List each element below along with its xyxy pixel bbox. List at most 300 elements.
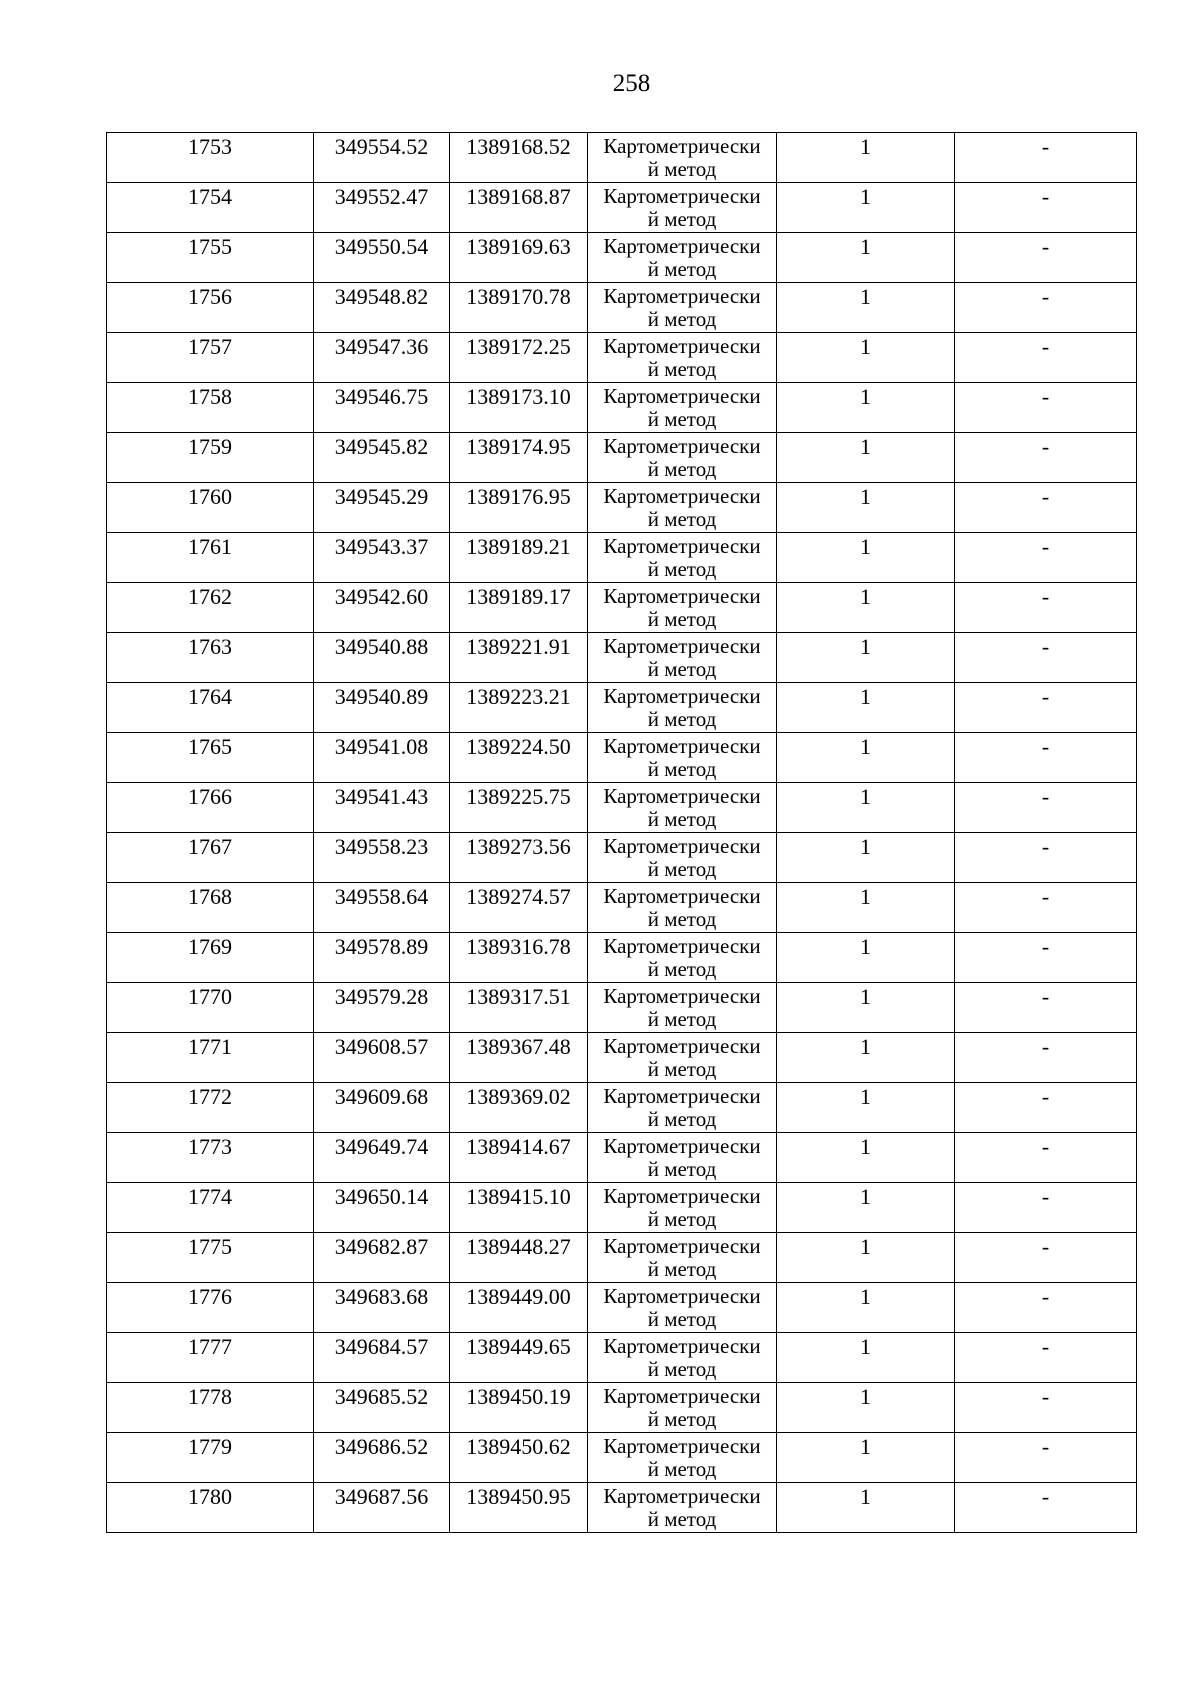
method-cell xyxy=(588,333,777,383)
y-coordinate-value: 1389168.87 xyxy=(466,184,571,209)
point-number-value: 1755 xyxy=(188,234,232,259)
method-text-line2: й метод xyxy=(647,607,717,631)
x-coordinate-cell xyxy=(314,783,450,833)
y-coordinate-cell xyxy=(450,133,588,183)
note-value: - xyxy=(1041,684,1050,709)
y-coordinate-cell xyxy=(450,1383,588,1433)
accuracy-cell xyxy=(777,1333,955,1383)
y-coordinate-value: 1389414.67 xyxy=(466,1134,571,1159)
method-text-line1: Картометрически xyxy=(603,484,761,508)
x-coordinate-value: 349545.29 xyxy=(334,484,429,509)
accuracy-cell xyxy=(777,733,955,783)
y-coordinate-cell xyxy=(450,433,588,483)
x-coordinate-value: 349579.28 xyxy=(334,984,429,1009)
y-coordinate-value: 1389189.21 xyxy=(466,534,571,559)
accuracy-cell xyxy=(777,933,955,983)
accuracy-value: 1 xyxy=(860,734,871,759)
x-coordinate-value: 349552.47 xyxy=(334,184,429,209)
note-cell xyxy=(955,633,1137,683)
method-text-line2: й метод xyxy=(647,157,717,181)
method-cell xyxy=(588,1033,777,1083)
y-coordinate-value: 1389415.10 xyxy=(466,1184,571,1209)
point-number-cell xyxy=(107,533,314,583)
y-coordinate-cell xyxy=(450,833,588,883)
y-coordinate-value: 1389367.48 xyxy=(466,1034,571,1059)
note-cell xyxy=(955,1433,1137,1483)
accuracy-cell xyxy=(777,483,955,533)
point-number-cell xyxy=(107,1383,314,1433)
method-text-line2: й метод xyxy=(647,207,717,231)
method-text-line1: Картометрически xyxy=(603,134,761,158)
note-cell xyxy=(955,1033,1137,1083)
x-coordinate-cell xyxy=(314,1033,450,1083)
x-coordinate-cell xyxy=(314,233,450,283)
table-row xyxy=(107,733,1137,783)
page-number: 258 xyxy=(612,70,651,97)
point-number-cell xyxy=(107,933,314,983)
point-number-value: 1761 xyxy=(188,534,232,559)
point-number-cell xyxy=(107,1283,314,1333)
note-cell xyxy=(955,933,1137,983)
point-number-cell xyxy=(107,1483,314,1533)
method-text-line1: Картометрически xyxy=(603,1484,761,1508)
x-coordinate-cell xyxy=(314,133,450,183)
x-coordinate-cell xyxy=(314,533,450,583)
method-text-line2: й метод xyxy=(647,307,717,331)
x-coordinate-value: 349547.36 xyxy=(334,334,429,359)
point-number-value: 1780 xyxy=(188,1484,232,1509)
method-cell xyxy=(588,1183,777,1233)
method-text-line1: Картометрически xyxy=(603,434,761,458)
x-coordinate-value: 349558.23 xyxy=(334,834,429,859)
accuracy-cell xyxy=(777,333,955,383)
method-cell xyxy=(588,883,777,933)
table-row xyxy=(107,883,1137,933)
x-coordinate-value: 349684.57 xyxy=(334,1334,429,1359)
accuracy-cell xyxy=(777,583,955,633)
x-coordinate-cell xyxy=(314,633,450,683)
y-coordinate-value: 1389168.52 xyxy=(466,134,571,159)
y-coordinate-value: 1389317.51 xyxy=(466,984,571,1009)
table-row xyxy=(107,383,1137,433)
table-row xyxy=(107,233,1137,283)
y-coordinate-cell xyxy=(450,283,588,333)
method-text-line2: й метод xyxy=(647,1257,717,1281)
table-row xyxy=(107,1083,1137,1133)
note-cell xyxy=(955,683,1137,733)
table-row xyxy=(107,633,1137,683)
table-row xyxy=(107,1383,1137,1433)
note-cell xyxy=(955,733,1137,783)
accuracy-value: 1 xyxy=(860,1184,871,1209)
method-text-line2: й метод xyxy=(647,1007,717,1031)
accuracy-cell xyxy=(777,983,955,1033)
point-number-value: 1753 xyxy=(188,134,232,159)
method-text-line1: Картометрически xyxy=(603,1334,761,1358)
method-text-line2: й метод xyxy=(647,807,717,831)
accuracy-cell xyxy=(777,1083,955,1133)
table-row xyxy=(107,433,1137,483)
y-coordinate-cell xyxy=(450,333,588,383)
accuracy-value: 1 xyxy=(860,584,871,609)
y-coordinate-value: 1389221.91 xyxy=(466,634,571,659)
note-cell xyxy=(955,883,1137,933)
method-cell xyxy=(588,983,777,1033)
x-coordinate-value: 349609.68 xyxy=(334,1084,429,1109)
method-text-line2: й метод xyxy=(647,857,717,881)
accuracy-cell xyxy=(777,1433,955,1483)
accuracy-cell xyxy=(777,283,955,333)
note-cell xyxy=(955,1383,1137,1433)
table-row xyxy=(107,1333,1137,1383)
point-number-cell xyxy=(107,233,314,283)
note-cell xyxy=(955,1133,1137,1183)
accuracy-value: 1 xyxy=(860,184,871,209)
method-cell xyxy=(588,483,777,533)
x-coordinate-value: 349548.82 xyxy=(334,284,429,309)
method-text-line2: й метод xyxy=(647,257,717,281)
accuracy-cell xyxy=(777,633,955,683)
method-cell xyxy=(588,1333,777,1383)
method-cell xyxy=(588,933,777,983)
x-coordinate-cell xyxy=(314,933,450,983)
point-number-value: 1756 xyxy=(188,284,232,309)
method-text-line2: й метод xyxy=(647,957,717,981)
x-coordinate-cell xyxy=(314,1433,450,1483)
method-cell xyxy=(588,1433,777,1483)
point-number-value: 1768 xyxy=(188,884,232,909)
accuracy-value: 1 xyxy=(860,1434,871,1459)
y-coordinate-cell xyxy=(450,1183,588,1233)
point-number-cell xyxy=(107,1433,314,1483)
point-number-cell xyxy=(107,833,314,883)
y-coordinate-value: 1389223.21 xyxy=(466,684,571,709)
note-value: - xyxy=(1041,1234,1050,1259)
accuracy-cell xyxy=(777,383,955,433)
y-coordinate-value: 1389449.65 xyxy=(466,1334,571,1359)
point-number-cell xyxy=(107,783,314,833)
note-value: - xyxy=(1041,1084,1050,1109)
table-row xyxy=(107,1283,1137,1333)
table-row xyxy=(107,1483,1137,1533)
table-row xyxy=(107,333,1137,383)
note-cell xyxy=(955,183,1137,233)
note-value: - xyxy=(1041,134,1050,159)
note-cell xyxy=(955,333,1137,383)
accuracy-cell xyxy=(777,1483,955,1533)
accuracy-value: 1 xyxy=(860,334,871,359)
table-row xyxy=(107,833,1137,883)
note-cell xyxy=(955,283,1137,333)
table-row xyxy=(107,1233,1137,1283)
method-text-line2: й метод xyxy=(647,707,717,731)
method-cell xyxy=(588,733,777,783)
method-cell xyxy=(588,433,777,483)
accuracy-cell xyxy=(777,233,955,283)
point-number-value: 1776 xyxy=(188,1284,232,1309)
note-cell xyxy=(955,1333,1137,1383)
method-text-line1: Картометрически xyxy=(603,1384,761,1408)
accuracy-cell xyxy=(777,1033,955,1083)
table-row xyxy=(107,133,1137,183)
point-number-cell xyxy=(107,633,314,683)
x-coordinate-cell xyxy=(314,883,450,933)
method-text-line2: й метод xyxy=(647,1207,717,1231)
y-coordinate-cell xyxy=(450,1333,588,1383)
x-coordinate-cell xyxy=(314,333,450,383)
table-row xyxy=(107,1433,1137,1483)
accuracy-value: 1 xyxy=(860,684,871,709)
y-coordinate-value: 1389176.95 xyxy=(466,484,571,509)
point-number-cell xyxy=(107,1083,314,1133)
point-number-value: 1774 xyxy=(188,1184,232,1209)
y-coordinate-cell xyxy=(450,733,588,783)
method-text-line2: й метод xyxy=(647,1407,717,1431)
method-text-line2: й метод xyxy=(647,1157,717,1181)
method-text-line1: Картометрически xyxy=(603,934,761,958)
y-coordinate-value: 1389369.02 xyxy=(466,1084,571,1109)
x-coordinate-cell xyxy=(314,1383,450,1433)
x-coordinate-value: 349608.57 xyxy=(334,1034,429,1059)
accuracy-cell xyxy=(777,183,955,233)
y-coordinate-cell xyxy=(450,1433,588,1483)
point-number-cell xyxy=(107,683,314,733)
y-coordinate-value: 1389225.75 xyxy=(466,784,571,809)
coordinates-table xyxy=(106,132,1137,1533)
x-coordinate-value: 349546.75 xyxy=(334,384,429,409)
point-number-cell xyxy=(107,133,314,183)
note-cell xyxy=(955,1283,1137,1333)
point-number-value: 1764 xyxy=(188,684,232,709)
note-cell xyxy=(955,233,1137,283)
method-text-line2: й метод xyxy=(647,557,717,581)
method-text-line2: й метод xyxy=(647,1357,717,1381)
accuracy-value: 1 xyxy=(860,234,871,259)
table-row xyxy=(107,683,1137,733)
method-text-line2: й метод xyxy=(647,457,717,481)
point-number-value: 1772 xyxy=(188,1084,232,1109)
point-number-cell xyxy=(107,1333,314,1383)
note-value: - xyxy=(1041,584,1050,609)
note-cell xyxy=(955,783,1137,833)
point-number-cell xyxy=(107,183,314,233)
table-row xyxy=(107,183,1137,233)
method-cell xyxy=(588,1133,777,1183)
x-coordinate-value: 349558.64 xyxy=(334,884,429,909)
method-text-line2: й метод xyxy=(647,1507,717,1531)
note-value: - xyxy=(1041,1134,1050,1159)
table-row xyxy=(107,283,1137,333)
point-number-value: 1754 xyxy=(188,184,232,209)
note-cell xyxy=(955,833,1137,883)
note-value: - xyxy=(1041,1484,1050,1509)
x-coordinate-value: 349545.82 xyxy=(334,434,429,459)
y-coordinate-cell xyxy=(450,1233,588,1283)
y-coordinate-cell xyxy=(450,1283,588,1333)
method-text-line1: Картометрически xyxy=(603,1184,761,1208)
x-coordinate-value: 349550.54 xyxy=(334,234,429,259)
method-cell xyxy=(588,683,777,733)
method-text-line2: й метод xyxy=(647,407,717,431)
note-value: - xyxy=(1041,634,1050,659)
point-number-value: 1763 xyxy=(188,634,232,659)
note-cell xyxy=(955,483,1137,533)
method-text-line2: й метод xyxy=(647,357,717,381)
method-cell xyxy=(588,283,777,333)
x-coordinate-value: 349541.08 xyxy=(334,734,429,759)
table-row xyxy=(107,1033,1137,1083)
note-value: - xyxy=(1041,234,1050,259)
method-text-line1: Картометрически xyxy=(603,384,761,408)
point-number-cell xyxy=(107,1233,314,1283)
note-value: - xyxy=(1041,784,1050,809)
point-number-value: 1777 xyxy=(188,1334,232,1359)
table-row xyxy=(107,783,1137,833)
method-text-line1: Картометрически xyxy=(603,284,761,308)
accuracy-value: 1 xyxy=(860,1134,871,1159)
point-number-cell xyxy=(107,383,314,433)
method-cell xyxy=(588,783,777,833)
method-text-line1: Картометрически xyxy=(603,734,761,758)
y-coordinate-value: 1389448.27 xyxy=(466,1234,571,1259)
y-coordinate-cell xyxy=(450,683,588,733)
method-text-line2: й метод xyxy=(647,757,717,781)
method-text-line1: Картометрически xyxy=(603,184,761,208)
x-coordinate-cell xyxy=(314,1483,450,1533)
note-value: - xyxy=(1041,334,1050,359)
x-coordinate-cell xyxy=(314,1083,450,1133)
method-text-line1: Картометрически xyxy=(603,634,761,658)
accuracy-cell xyxy=(777,133,955,183)
method-text-line1: Картометрически xyxy=(603,1434,761,1458)
method-text-line1: Картометрически xyxy=(603,684,761,708)
method-text-line1: Картометрически xyxy=(603,534,761,558)
method-text-line1: Картометрически xyxy=(603,1034,761,1058)
table-row xyxy=(107,533,1137,583)
method-text-line1: Картометрически xyxy=(603,884,761,908)
method-cell xyxy=(588,233,777,283)
point-number-value: 1778 xyxy=(188,1384,232,1409)
x-coordinate-cell xyxy=(314,183,450,233)
accuracy-value: 1 xyxy=(860,784,871,809)
point-number-value: 1766 xyxy=(188,784,232,809)
note-value: - xyxy=(1041,384,1050,409)
method-cell xyxy=(588,533,777,583)
x-coordinate-value: 349554.52 xyxy=(334,134,429,159)
accuracy-value: 1 xyxy=(860,134,871,159)
method-text-line2: й метод xyxy=(647,1057,717,1081)
accuracy-cell xyxy=(777,1283,955,1333)
point-number-cell xyxy=(107,883,314,933)
accuracy-value: 1 xyxy=(860,1034,871,1059)
y-coordinate-cell xyxy=(450,383,588,433)
accuracy-cell xyxy=(777,1233,955,1283)
accuracy-cell xyxy=(777,1183,955,1233)
note-value: - xyxy=(1041,834,1050,859)
x-coordinate-cell xyxy=(314,1133,450,1183)
x-coordinate-value: 349687.56 xyxy=(334,1484,429,1509)
point-number-cell xyxy=(107,333,314,383)
x-coordinate-cell xyxy=(314,683,450,733)
accuracy-cell xyxy=(777,433,955,483)
method-text-line2: й метод xyxy=(647,1107,717,1131)
y-coordinate-cell xyxy=(450,1133,588,1183)
accuracy-cell xyxy=(777,833,955,883)
y-coordinate-value: 1389173.10 xyxy=(466,384,571,409)
note-value: - xyxy=(1041,734,1050,759)
x-coordinate-value: 349686.52 xyxy=(334,1434,429,1459)
y-coordinate-cell xyxy=(450,533,588,583)
point-number-value: 1757 xyxy=(188,334,232,359)
x-coordinate-cell xyxy=(314,433,450,483)
accuracy-value: 1 xyxy=(860,884,871,909)
accuracy-value: 1 xyxy=(860,534,871,559)
note-value: - xyxy=(1041,284,1050,309)
y-coordinate-cell xyxy=(450,1083,588,1133)
method-cell xyxy=(588,1083,777,1133)
point-number-value: 1765 xyxy=(188,734,232,759)
table-row xyxy=(107,483,1137,533)
x-coordinate-cell xyxy=(314,983,450,1033)
y-coordinate-value: 1389224.50 xyxy=(466,734,571,759)
method-cell xyxy=(588,833,777,883)
y-coordinate-value: 1389174.95 xyxy=(466,434,571,459)
y-coordinate-cell xyxy=(450,1033,588,1083)
y-coordinate-cell xyxy=(450,483,588,533)
method-text-line2: й метод xyxy=(647,507,717,531)
note-cell xyxy=(955,533,1137,583)
accuracy-value: 1 xyxy=(860,1384,871,1409)
method-text-line1: Картометрически xyxy=(603,984,761,1008)
method-cell xyxy=(588,1483,777,1533)
point-number-value: 1762 xyxy=(188,584,232,609)
point-number-cell xyxy=(107,483,314,533)
point-number-cell xyxy=(107,283,314,333)
point-number-cell xyxy=(107,733,314,783)
y-coordinate-value: 1389450.62 xyxy=(466,1434,571,1459)
method-cell xyxy=(588,583,777,633)
note-value: - xyxy=(1041,534,1050,559)
point-number-cell xyxy=(107,1183,314,1233)
method-cell xyxy=(588,1283,777,1333)
y-coordinate-value: 1389450.19 xyxy=(466,1384,571,1409)
accuracy-cell xyxy=(777,783,955,833)
accuracy-value: 1 xyxy=(860,284,871,309)
note-value: - xyxy=(1041,1284,1050,1309)
method-cell xyxy=(588,133,777,183)
y-coordinate-value: 1389170.78 xyxy=(466,284,571,309)
accuracy-value: 1 xyxy=(860,384,871,409)
method-cell xyxy=(588,383,777,433)
x-coordinate-cell xyxy=(314,283,450,333)
method-text-line1: Картометрически xyxy=(603,834,761,858)
accuracy-value: 1 xyxy=(860,1284,871,1309)
x-coordinate-cell xyxy=(314,1183,450,1233)
accuracy-cell xyxy=(777,533,955,583)
x-coordinate-cell xyxy=(314,583,450,633)
accuracy-cell xyxy=(777,683,955,733)
accuracy-value: 1 xyxy=(860,434,871,459)
note-cell xyxy=(955,983,1137,1033)
note-value: - xyxy=(1041,184,1050,209)
note-value: - xyxy=(1041,1434,1050,1459)
note-value: - xyxy=(1041,484,1050,509)
note-value: - xyxy=(1041,984,1050,1009)
method-text-line2: й метод xyxy=(647,657,717,681)
x-coordinate-cell xyxy=(314,1283,450,1333)
note-value: - xyxy=(1041,1384,1050,1409)
method-text-line1: Картометрически xyxy=(603,1084,761,1108)
